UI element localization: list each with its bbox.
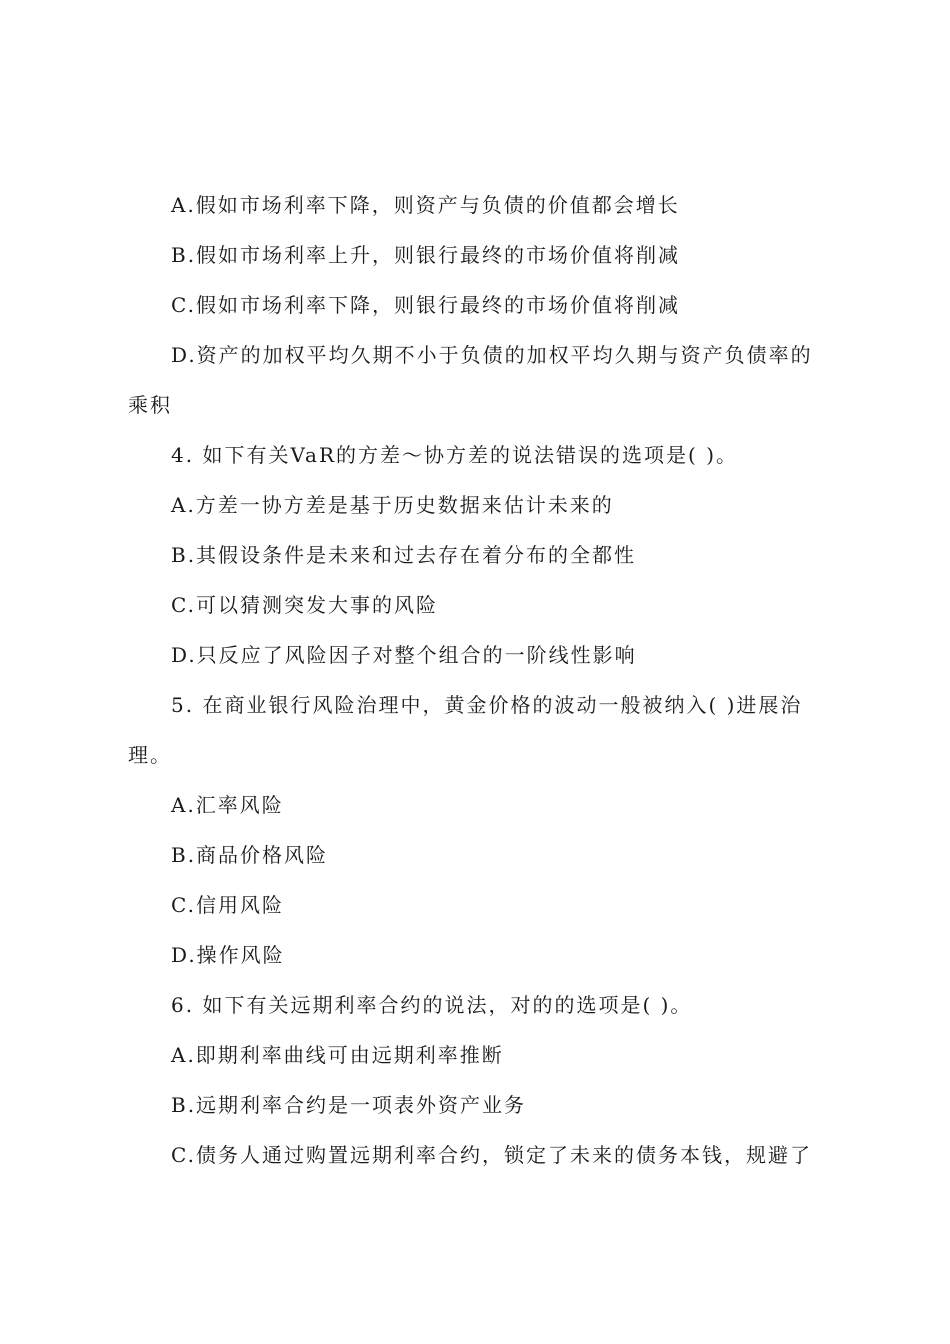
question-4: 4. 如下有关VaR的方差～协方差的说法错误的选项是( )。 [171,443,738,467]
option-d-q3-continued: 乘积 [128,393,172,417]
option-c-q6: C.债务人通过购置远期利率合约，锁定了未来的债务本钱，规避了 [171,1143,812,1167]
question-5-continued: 理。 [128,743,172,767]
option-d-q4: D.只反应了风险因子对整个组合的一阶线性影响 [171,643,637,667]
option-b-q4: B.其假设条件是未来和过去存在着分布的全都性 [171,543,637,567]
option-b-q3: B.假如市场利率上升，则银行最终的市场价值将削减 [171,243,681,267]
option-d-q3: D.资产的加权平均久期不小于负债的加权平均久期与资产负债率的 [171,343,813,367]
option-a-q3: A.假如市场利率下降，则资产与负债的价值都会增长 [171,193,680,217]
option-c-q4: C.可以猜测突发大事的风险 [171,593,438,617]
question-5: 5. 在商业银行风险治理中，黄金价格的波动一般被纳入( )进展治 [171,693,803,717]
option-b-q5: B.商品价格风险 [171,843,329,867]
option-a-q5: A.汇率风险 [171,793,284,817]
option-d-q5: D.操作风险 [171,943,285,967]
question-6: 6. 如下有关远期利率合约的说法，对的的选项是( )。 [171,993,693,1017]
option-c-q3: C.假如市场利率下降，则银行最终的市场价值将削减 [171,293,680,317]
option-a-q4: A.方差一协方差是基于历史数据来估计未来的 [171,493,614,517]
option-b-q6: B.远期利率合约是一项表外资产业务 [171,1093,527,1117]
option-c-q5: C.信用风险 [171,893,284,917]
option-a-q6: A.即期利率曲线可由远期利率推断 [171,1043,504,1067]
